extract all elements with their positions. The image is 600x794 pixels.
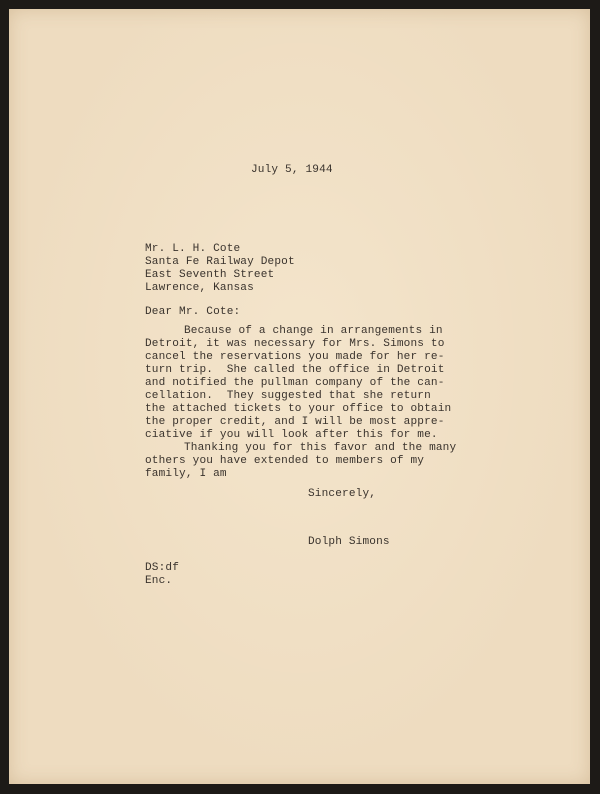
address-line-company: Santa Fe Railway Depot — [145, 256, 295, 268]
enclosure-note: Enc. — [145, 575, 173, 587]
letter-date: July 5, 1944 — [251, 164, 333, 176]
body-paragraph-1-line: cancel the reservations you made for her re- — [145, 351, 445, 363]
body-paragraph-2-line: Thanking you for this favor and the many — [184, 442, 457, 454]
body-paragraph-1-line: turn trip. She called the office in Detroit — [145, 364, 445, 376]
body-paragraph-1-line: the attached tickets to your office to obtain — [145, 403, 452, 415]
body-paragraph-2-line: others you have extended to members of my — [145, 455, 425, 467]
body-paragraph-1-line: cellation. They suggested that she return — [145, 390, 431, 402]
body-paragraph-1-line: the proper credit, and I will be most appre- — [145, 416, 445, 428]
salutation: Dear Mr. Cote: — [145, 306, 241, 318]
body-paragraph-1-line: ciative if you will look after this for me. — [145, 429, 438, 441]
address-line-city: Lawrence, Kansas — [145, 282, 254, 294]
address-line-street: East Seventh Street — [145, 269, 275, 281]
signature-name: Dolph Simons — [308, 536, 390, 548]
closing: Sincerely, — [308, 488, 377, 500]
body-paragraph-2-line: family, I am — [145, 468, 227, 480]
body-paragraph-1-line: and notified the pullman company of the can- — [145, 377, 445, 389]
body-paragraph-1-line: Detroit, it was necessary for Mrs. Simons to — [145, 338, 445, 350]
address-line-name: Mr. L. H. Cote — [145, 243, 241, 255]
body-paragraph-1-line: Because of a change in arrangements in — [184, 325, 443, 337]
typist-initials: DS:df — [145, 562, 180, 574]
